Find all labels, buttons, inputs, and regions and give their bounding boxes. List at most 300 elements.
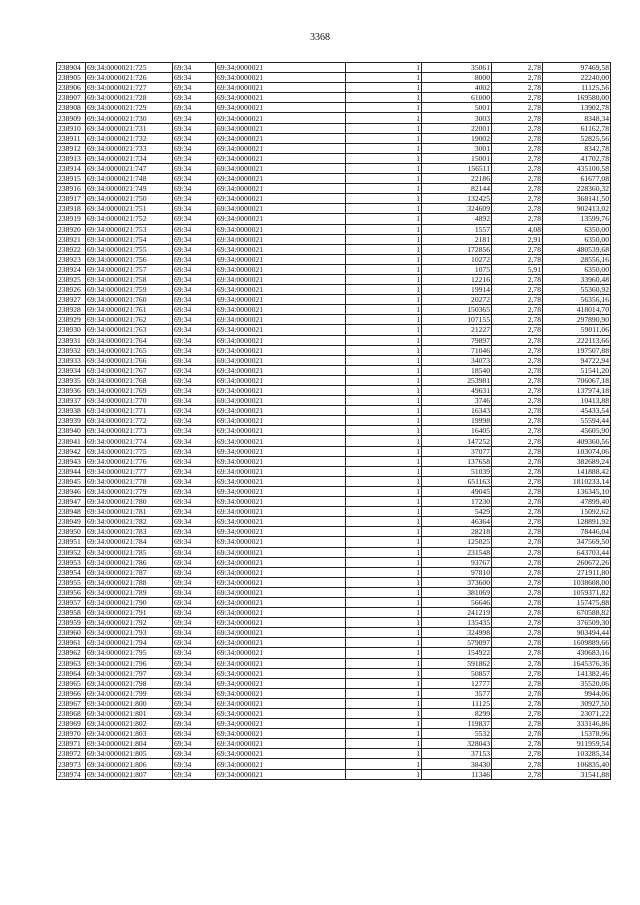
cadastral-quarter-cell: 69:34:0000021 xyxy=(216,597,346,607)
cadastral-number-cell: 69:34:0000021:754 xyxy=(86,234,173,244)
area-cell: 93767 xyxy=(422,557,492,567)
cadastral-number-cell: 69:34:0000021:770 xyxy=(86,396,173,406)
specific-value-cell: 2,78 xyxy=(492,396,543,406)
specific-value-cell: 2,78 xyxy=(492,163,543,173)
category-cell: 1 xyxy=(346,153,422,163)
cadastral-value-cell: 137974,18 xyxy=(543,386,611,396)
area-cell: 579097 xyxy=(422,638,492,648)
cadastral-value-cell: 169580,00 xyxy=(543,93,611,103)
cadastral-value-cell: 23071,22 xyxy=(543,709,611,719)
district-code-cell: 69:34 xyxy=(173,224,216,234)
table-row xyxy=(57,274,611,284)
specific-value-cell: 2,78 xyxy=(492,406,543,416)
specific-value-cell: 2,78 xyxy=(492,759,543,769)
cadastral-quarter-cell: 69:34:0000021 xyxy=(216,769,346,779)
cadastral-quarter-cell: 69:34:0000021 xyxy=(216,537,346,547)
cadastral-value-cell: 52825,56 xyxy=(543,133,611,143)
category-cell: 1 xyxy=(346,608,422,618)
table-row xyxy=(57,719,611,729)
category-cell: 1 xyxy=(346,688,422,698)
district-code-cell: 69:34 xyxy=(173,668,216,678)
area-cell: 137658 xyxy=(422,456,492,466)
page-number: 3368 xyxy=(310,32,330,43)
area-cell: 22186 xyxy=(422,174,492,184)
cadastral-quarter-cell: 69:34:0000021 xyxy=(216,658,346,668)
cadastral-value-cell: 1645376,36 xyxy=(543,658,611,668)
cadastral-number-cell: 69:34:0000021:753 xyxy=(86,224,173,234)
cadastral-value-cell: 435100,58 xyxy=(543,163,611,173)
cadastral-value-cell: 1609889,66 xyxy=(543,638,611,648)
specific-value-cell: 2,78 xyxy=(492,678,543,688)
specific-value-cell: 2,78 xyxy=(492,648,543,658)
specific-value-cell: 2,78 xyxy=(492,416,543,426)
area-cell: 328043 xyxy=(422,739,492,749)
cadastral-number-cell: 69:34:0000021:758 xyxy=(86,274,173,284)
record-number-cell: 238929 xyxy=(57,315,86,325)
cadastral-number-cell: 69:34:0000021:803 xyxy=(86,729,173,739)
area-cell: 119837 xyxy=(422,719,492,729)
category-cell: 1 xyxy=(346,254,422,264)
specific-value-cell: 2,78 xyxy=(492,537,543,547)
area-cell: 17230 xyxy=(422,497,492,507)
specific-value-cell: 2,78 xyxy=(492,739,543,749)
specific-value-cell: 2,78 xyxy=(492,547,543,557)
area-cell: 324609 xyxy=(422,204,492,214)
category-cell: 1 xyxy=(346,224,422,234)
table-row xyxy=(57,678,611,688)
category-cell: 1 xyxy=(346,597,422,607)
district-code-cell: 69:34 xyxy=(173,254,216,264)
cadastral-quarter-cell: 69:34:0000021 xyxy=(216,274,346,284)
specific-value-cell: 2,78 xyxy=(492,456,543,466)
district-code-cell: 69:34 xyxy=(173,153,216,163)
area-cell: 241219 xyxy=(422,608,492,618)
district-code-cell: 69:34 xyxy=(173,537,216,547)
specific-value-cell: 2,78 xyxy=(492,557,543,567)
district-code-cell: 69:34 xyxy=(173,234,216,244)
table-row xyxy=(57,264,611,274)
specific-value-cell: 2,78 xyxy=(492,769,543,779)
cadastral-number-cell: 69:34:0000021:797 xyxy=(86,668,173,678)
record-number-cell: 238965 xyxy=(57,678,86,688)
table-row xyxy=(57,709,611,719)
cadastral-quarter-cell: 69:34:0000021 xyxy=(216,759,346,769)
specific-value-cell: 2,78 xyxy=(492,527,543,537)
specific-value-cell: 2,78 xyxy=(492,618,543,628)
category-cell: 1 xyxy=(346,274,422,284)
specific-value-cell: 2,78 xyxy=(492,63,543,73)
area-cell: 253981 xyxy=(422,375,492,385)
area-cell: 5429 xyxy=(422,507,492,517)
area-cell: 135435 xyxy=(422,618,492,628)
cadastral-number-cell: 69:34:0000021:799 xyxy=(86,688,173,698)
cadastral-quarter-cell: 69:34:0000021 xyxy=(216,709,346,719)
district-code-cell: 69:34 xyxy=(173,285,216,295)
record-number-cell: 238908 xyxy=(57,103,86,113)
district-code-cell: 69:34 xyxy=(173,264,216,274)
cadastral-number-cell: 69:34:0000021:760 xyxy=(86,295,173,305)
table-row xyxy=(57,749,611,759)
cadastral-number-cell: 69:34:0000021:778 xyxy=(86,476,173,486)
cadastral-value-cell: 271911,80 xyxy=(543,567,611,577)
cadastral-number-cell: 69:34:0000021:767 xyxy=(86,365,173,375)
cadastral-quarter-cell: 69:34:0000021 xyxy=(216,486,346,496)
area-cell: 381069 xyxy=(422,587,492,597)
cadastral-number-cell: 69:34:0000021:768 xyxy=(86,375,173,385)
table-row xyxy=(57,507,611,517)
area-cell: 18540 xyxy=(422,365,492,375)
cadastral-number-cell: 69:34:0000021:800 xyxy=(86,698,173,708)
district-code-cell: 69:34 xyxy=(173,426,216,436)
cadastral-quarter-cell: 69:34:0000021 xyxy=(216,83,346,93)
category-cell: 1 xyxy=(346,325,422,335)
cadastral-value-cell: 260672,26 xyxy=(543,557,611,567)
specific-value-cell: 2,78 xyxy=(492,517,543,527)
specific-value-cell: 2,78 xyxy=(492,83,543,93)
table-row xyxy=(57,698,611,708)
table-row xyxy=(57,396,611,406)
specific-value-cell: 2,78 xyxy=(492,709,543,719)
cadastral-value-cell: 903494,44 xyxy=(543,628,611,638)
table-row xyxy=(57,355,611,365)
area-cell: 10272 xyxy=(422,254,492,264)
table-row xyxy=(57,597,611,607)
cadastral-quarter-cell: 69:34:0000021 xyxy=(216,93,346,103)
record-number-cell: 238966 xyxy=(57,688,86,698)
table-row xyxy=(57,133,611,143)
category-cell: 1 xyxy=(346,466,422,476)
area-cell: 56646 xyxy=(422,597,492,607)
cadastral-value-cell: 10413,88 xyxy=(543,396,611,406)
district-code-cell: 69:34 xyxy=(173,577,216,587)
cadastral-quarter-cell: 69:34:0000021 xyxy=(216,123,346,133)
category-cell: 1 xyxy=(346,73,422,83)
category-cell: 1 xyxy=(346,416,422,426)
table-row xyxy=(57,163,611,173)
record-number-cell: 238919 xyxy=(57,214,86,224)
cadastral-value-cell: 228360,32 xyxy=(543,184,611,194)
area-cell: 3746 xyxy=(422,396,492,406)
record-number-cell: 238942 xyxy=(57,446,86,456)
specific-value-cell: 2,78 xyxy=(492,436,543,446)
category-cell: 1 xyxy=(346,739,422,749)
category-cell: 1 xyxy=(346,244,422,254)
table-row xyxy=(57,436,611,446)
cadastral-value-cell: 376509,30 xyxy=(543,618,611,628)
area-cell: 79897 xyxy=(422,335,492,345)
cadastral-value-cell: 61162,78 xyxy=(543,123,611,133)
area-cell: 5532 xyxy=(422,729,492,739)
cadastral-value-cell: 643703,44 xyxy=(543,547,611,557)
table-row xyxy=(57,113,611,123)
category-cell: 1 xyxy=(346,396,422,406)
cadastral-value-cell: 41702,78 xyxy=(543,153,611,163)
record-number-cell: 238911 xyxy=(57,133,86,143)
cadastral-quarter-cell: 69:34:0000021 xyxy=(216,517,346,527)
table-row xyxy=(57,658,611,668)
cadastral-number-cell: 69:34:0000021:757 xyxy=(86,264,173,274)
district-code-cell: 69:34 xyxy=(173,638,216,648)
cadastral-number-cell: 69:34:0000021:727 xyxy=(86,83,173,93)
cadastral-value-cell: 333146,86 xyxy=(543,719,611,729)
cadastral-value-cell: 22240,00 xyxy=(543,73,611,83)
category-cell: 1 xyxy=(346,456,422,466)
cadastral-number-cell: 69:34:0000021:806 xyxy=(86,759,173,769)
cadastral-value-cell: 103285,34 xyxy=(543,749,611,759)
cadastral-value-cell: 418014,70 xyxy=(543,305,611,315)
cadastral-number-cell: 69:34:0000021:771 xyxy=(86,406,173,416)
table-row xyxy=(57,224,611,234)
specific-value-cell: 2,78 xyxy=(492,214,543,224)
table-row xyxy=(57,375,611,385)
table-body xyxy=(57,63,611,780)
table-row xyxy=(57,63,611,73)
record-number-cell: 238951 xyxy=(57,537,86,547)
specific-value-cell: 4,08 xyxy=(492,224,543,234)
specific-value-cell: 2,78 xyxy=(492,123,543,133)
area-cell: 20272 xyxy=(422,295,492,305)
record-number-cell: 238935 xyxy=(57,375,86,385)
category-cell: 1 xyxy=(346,497,422,507)
district-code-cell: 69:34 xyxy=(173,63,216,73)
cadastral-value-cell: 103074,06 xyxy=(543,446,611,456)
specific-value-cell: 2,78 xyxy=(492,325,543,335)
cadastral-number-cell: 69:34:0000021:795 xyxy=(86,648,173,658)
table-row xyxy=(57,345,611,355)
record-number-cell: 238914 xyxy=(57,163,86,173)
category-cell: 1 xyxy=(346,113,422,123)
cadastral-value-cell: 297890,90 xyxy=(543,315,611,325)
cadastral-number-cell: 69:34:0000021:805 xyxy=(86,749,173,759)
cadastral-quarter-cell: 69:34:0000021 xyxy=(216,194,346,204)
area-cell: 71046 xyxy=(422,345,492,355)
cadastral-quarter-cell: 69:34:0000021 xyxy=(216,325,346,335)
district-code-cell: 69:34 xyxy=(173,163,216,173)
district-code-cell: 69:34 xyxy=(173,375,216,385)
record-number-cell: 238952 xyxy=(57,547,86,557)
specific-value-cell: 2,78 xyxy=(492,719,543,729)
cadastral-number-cell: 69:34:0000021:804 xyxy=(86,739,173,749)
record-number-cell: 238924 xyxy=(57,264,86,274)
category-cell: 1 xyxy=(346,668,422,678)
area-cell: 19998 xyxy=(422,416,492,426)
cadastral-number-cell: 69:34:0000021:759 xyxy=(86,285,173,295)
record-number-cell: 238907 xyxy=(57,93,86,103)
table-row xyxy=(57,295,611,305)
cadastral-quarter-cell: 69:34:0000021 xyxy=(216,406,346,416)
category-cell: 1 xyxy=(346,769,422,779)
cadastral-value-cell: 61677,08 xyxy=(543,174,611,184)
table-row xyxy=(57,174,611,184)
area-cell: 4002 xyxy=(422,83,492,93)
cadastral-number-cell: 69:34:0000021:732 xyxy=(86,133,173,143)
district-code-cell: 69:34 xyxy=(173,436,216,446)
table-row xyxy=(57,103,611,113)
cadastral-number-cell: 69:34:0000021:734 xyxy=(86,153,173,163)
cadastral-value-cell: 136345,10 xyxy=(543,486,611,496)
specific-value-cell: 2,78 xyxy=(492,577,543,587)
category-cell: 1 xyxy=(346,759,422,769)
table-row xyxy=(57,93,611,103)
cadastral-number-cell: 69:34:0000021:781 xyxy=(86,507,173,517)
cadastral-value-cell: 1059371,82 xyxy=(543,587,611,597)
cadastral-number-cell: 69:34:0000021:779 xyxy=(86,486,173,496)
table-row xyxy=(57,143,611,153)
cadastral-quarter-cell: 69:34:0000021 xyxy=(216,285,346,295)
category-cell: 1 xyxy=(346,557,422,567)
category-cell: 1 xyxy=(346,729,422,739)
category-cell: 1 xyxy=(346,749,422,759)
category-cell: 1 xyxy=(346,63,422,73)
cadastral-number-cell: 69:34:0000021:762 xyxy=(86,315,173,325)
district-code-cell: 69:34 xyxy=(173,305,216,315)
cadastral-quarter-cell: 69:34:0000021 xyxy=(216,688,346,698)
area-cell: 2181 xyxy=(422,234,492,244)
specific-value-cell: 2,78 xyxy=(492,749,543,759)
cadastral-number-cell: 69:34:0000021:783 xyxy=(86,527,173,537)
cadastral-quarter-cell: 69:34:0000021 xyxy=(216,295,346,305)
district-code-cell: 69:34 xyxy=(173,658,216,668)
cadastral-quarter-cell: 69:34:0000021 xyxy=(216,497,346,507)
land-registry-table xyxy=(56,62,611,780)
district-code-cell: 69:34 xyxy=(173,325,216,335)
cadastral-value-cell: 368141,50 xyxy=(543,194,611,204)
cadastral-quarter-cell: 69:34:0000021 xyxy=(216,678,346,688)
table-row xyxy=(57,567,611,577)
cadastral-value-cell: 1810233,14 xyxy=(543,476,611,486)
specific-value-cell: 2,78 xyxy=(492,244,543,254)
cadastral-number-cell: 69:34:0000021:733 xyxy=(86,143,173,153)
area-cell: 8299 xyxy=(422,709,492,719)
category-cell: 1 xyxy=(346,638,422,648)
cadastral-quarter-cell: 69:34:0000021 xyxy=(216,264,346,274)
specific-value-cell: 2,78 xyxy=(492,153,543,163)
table-row xyxy=(57,446,611,456)
district-code-cell: 69:34 xyxy=(173,507,216,517)
area-cell: 19914 xyxy=(422,285,492,295)
cadastral-value-cell: 902413,02 xyxy=(543,204,611,214)
table-row xyxy=(57,416,611,426)
cadastral-value-cell: 31541,88 xyxy=(543,769,611,779)
table-row xyxy=(57,406,611,416)
cadastral-number-cell: 69:34:0000021:785 xyxy=(86,547,173,557)
record-number-cell: 238923 xyxy=(57,254,86,264)
category-cell: 1 xyxy=(346,709,422,719)
district-code-cell: 69:34 xyxy=(173,345,216,355)
category-cell: 1 xyxy=(346,476,422,486)
district-code-cell: 69:34 xyxy=(173,184,216,194)
record-number-cell: 238957 xyxy=(57,597,86,607)
district-code-cell: 69:34 xyxy=(173,83,216,93)
cadastral-number-cell: 69:34:0000021:749 xyxy=(86,184,173,194)
record-number-cell: 238906 xyxy=(57,83,86,93)
specific-value-cell: 2,78 xyxy=(492,587,543,597)
specific-value-cell: 2,78 xyxy=(492,93,543,103)
district-code-cell: 69:34 xyxy=(173,194,216,204)
district-code-cell: 69:34 xyxy=(173,608,216,618)
area-cell: 4892 xyxy=(422,214,492,224)
specific-value-cell: 2,78 xyxy=(492,597,543,607)
specific-value-cell: 2,78 xyxy=(492,315,543,325)
cadastral-number-cell: 69:34:0000021:764 xyxy=(86,335,173,345)
cadastral-value-cell: 56356,16 xyxy=(543,295,611,305)
district-code-cell: 69:34 xyxy=(173,527,216,537)
area-cell: 12777 xyxy=(422,678,492,688)
category-cell: 1 xyxy=(346,355,422,365)
specific-value-cell: 2,78 xyxy=(492,446,543,456)
record-number-cell: 238970 xyxy=(57,729,86,739)
cadastral-quarter-cell: 69:34:0000021 xyxy=(216,618,346,628)
cadastral-number-cell: 69:34:0000021:777 xyxy=(86,466,173,476)
record-number-cell: 238955 xyxy=(57,577,86,587)
specific-value-cell: 2,78 xyxy=(492,476,543,486)
area-cell: 8000 xyxy=(422,73,492,83)
cadastral-number-cell: 69:34:0000021:755 xyxy=(86,244,173,254)
cadastral-value-cell: 8342,78 xyxy=(543,143,611,153)
cadastral-number-cell: 69:34:0000021:796 xyxy=(86,658,173,668)
cadastral-quarter-cell: 69:34:0000021 xyxy=(216,476,346,486)
area-cell: 16343 xyxy=(422,406,492,416)
table-row xyxy=(57,456,611,466)
category-cell: 1 xyxy=(346,507,422,517)
table-row xyxy=(57,426,611,436)
table-row xyxy=(57,668,611,678)
record-number-cell: 238956 xyxy=(57,587,86,597)
cadastral-number-cell: 69:34:0000021:807 xyxy=(86,769,173,779)
record-number-cell: 238943 xyxy=(57,456,86,466)
record-number-cell: 238932 xyxy=(57,345,86,355)
area-cell: 1557 xyxy=(422,224,492,234)
district-code-cell: 69:34 xyxy=(173,73,216,83)
district-code-cell: 69:34 xyxy=(173,174,216,184)
area-cell: 28218 xyxy=(422,527,492,537)
district-code-cell: 69:34 xyxy=(173,497,216,507)
area-cell: 373600 xyxy=(422,577,492,587)
category-cell: 1 xyxy=(346,123,422,133)
area-cell: 22001 xyxy=(422,123,492,133)
specific-value-cell: 2,78 xyxy=(492,184,543,194)
record-number-cell: 238968 xyxy=(57,709,86,719)
table-row xyxy=(57,547,611,557)
category-cell: 1 xyxy=(346,133,422,143)
area-cell: 37153 xyxy=(422,749,492,759)
category-cell: 1 xyxy=(346,174,422,184)
cadastral-quarter-cell: 69:34:0000021 xyxy=(216,184,346,194)
category-cell: 1 xyxy=(346,426,422,436)
category-cell: 1 xyxy=(346,618,422,628)
table-row xyxy=(57,688,611,698)
record-number-cell: 238904 xyxy=(57,63,86,73)
cadastral-value-cell: 430683,16 xyxy=(543,648,611,658)
record-number-cell: 238922 xyxy=(57,244,86,254)
cadastral-value-cell: 55594,44 xyxy=(543,416,611,426)
cadastral-quarter-cell: 69:34:0000021 xyxy=(216,133,346,143)
district-code-cell: 69:34 xyxy=(173,355,216,365)
cadastral-number-cell: 69:34:0000021:780 xyxy=(86,497,173,507)
cadastral-value-cell: 30927,50 xyxy=(543,698,611,708)
record-number-cell: 238947 xyxy=(57,497,86,507)
cadastral-number-cell: 69:34:0000021:747 xyxy=(86,163,173,173)
record-number-cell: 238961 xyxy=(57,638,86,648)
table-row xyxy=(57,466,611,476)
record-number-cell: 238972 xyxy=(57,749,86,759)
record-number-cell: 238934 xyxy=(57,365,86,375)
cadastral-number-cell: 69:34:0000021:786 xyxy=(86,557,173,567)
category-cell: 1 xyxy=(346,234,422,244)
cadastral-quarter-cell: 69:34:0000021 xyxy=(216,365,346,375)
table-row xyxy=(57,285,611,295)
district-code-cell: 69:34 xyxy=(173,143,216,153)
